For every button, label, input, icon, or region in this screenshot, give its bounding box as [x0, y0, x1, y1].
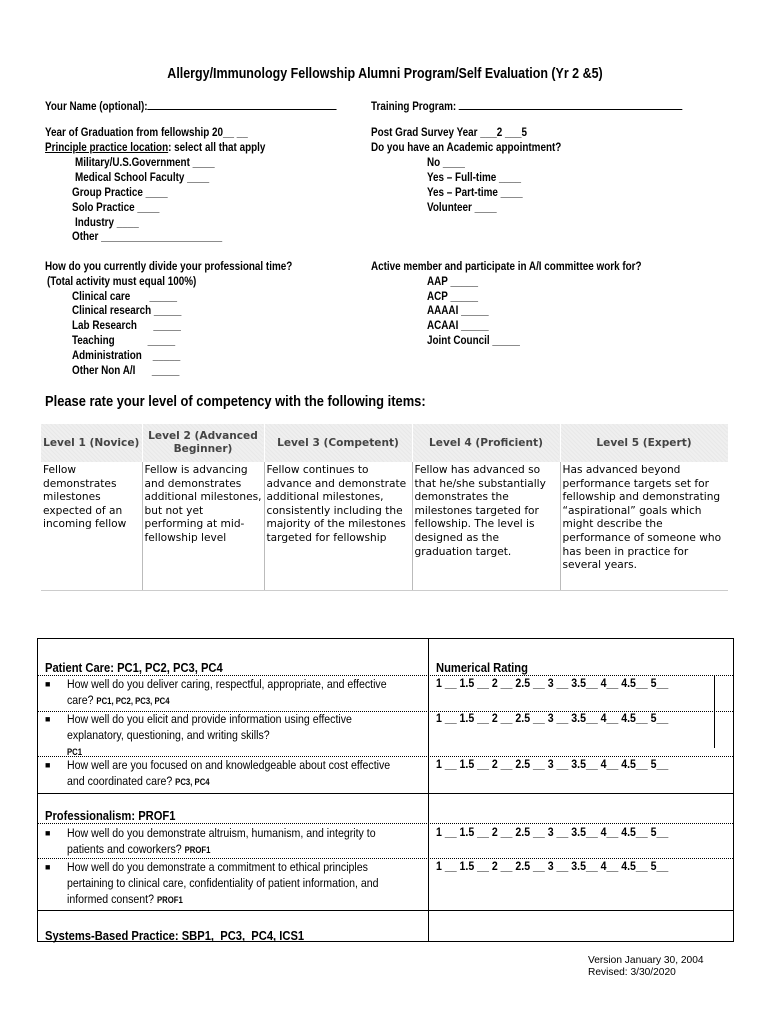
practice-heading-label: Principle practice location [45, 142, 169, 154]
footer-revised: Revised: 3/30/2020 [588, 967, 676, 978]
committee-question: Active member and participate in A/I committee work for? [371, 261, 642, 273]
prof-question-2-text: How well do you demonstrate a commitment to ethical principles pertaining to clinical care, confidentiality of patient information, and informed consent? [67, 860, 379, 906]
academic-fulltime[interactable]: Yes – Full-time ____ [427, 172, 522, 184]
grad-year[interactable]: Year of Graduation from fellowship 20__ __ [45, 127, 248, 139]
bullet-icon: ■ [45, 828, 51, 838]
committee-acaai[interactable]: ACAAI _____ [427, 320, 489, 332]
program-label: Training Program: [371, 101, 457, 113]
program-field[interactable] [371, 98, 683, 113]
levels-header-row [41, 424, 728, 462]
prof-question-2-code: PROF1 [156, 895, 183, 905]
pc-question-1-text: How well do you deliver caring, respectful, appropriate, and effective care? [67, 677, 387, 707]
bullet-icon: ■ [45, 862, 51, 872]
practice-heading [45, 142, 265, 154]
time-lab-research[interactable]: Lab Research _____ [72, 320, 181, 332]
pc-question-1-code: PC1, PC2, PC3, PC4 [96, 696, 170, 706]
academic-parttime[interactable]: Yes – Part-time ____ [427, 187, 523, 199]
practice-industry[interactable]: Industry ____ [75, 217, 139, 229]
time-note: (Total activity must equal 100%) [47, 276, 197, 288]
bullet-icon: ■ [45, 760, 51, 770]
level-5-header: Level 5 (Expert) [560, 424, 728, 462]
level-4-description: Fellow has advanced so that he/she substantially demonstrates the milestones targeted for fellowship. The level is designed as the graduation target. [412, 462, 560, 591]
name-field[interactable] [45, 98, 337, 113]
practice-faculty[interactable]: Medical School Faculty ____ [75, 172, 210, 184]
competency-levels-table [41, 424, 729, 591]
academic-no[interactable]: No ____ [427, 157, 465, 169]
systems-practice-title: Systems-Based Practice: SBP1, PC3, PC4, ICS1 [45, 928, 305, 943]
level-3-header: Level 3 (Competent) [264, 424, 412, 462]
level-3-description: Fellow continues to advance and demonstrate additional milestones, consistently including the majority of the milestones targeted for fellowship [264, 462, 412, 591]
prof-question-1-code: PROF1 [184, 845, 211, 855]
committee-aap[interactable]: AAP _____ [427, 276, 478, 288]
level-1-header: Level 1 (Novice) [41, 424, 142, 462]
survey-year[interactable]: Post Grad Survey Year ___2 ___5 [371, 127, 527, 139]
pc-question-3-code: PC3, PC4 [175, 777, 210, 787]
academic-question: Do you have an Academic appointment? [371, 142, 562, 154]
academic-volunteer[interactable]: Volunteer ____ [427, 202, 497, 214]
time-teaching[interactable]: Teaching _____ [72, 335, 176, 347]
pc-question-2-code: PC1 [67, 747, 83, 757]
practice-other[interactable]: Other ______________________ [72, 231, 223, 243]
bullet-icon: ■ [45, 679, 51, 689]
practice-solo[interactable]: Solo Practice ____ [72, 202, 160, 214]
level-5-description: Has advanced beyond performance targets set for fellowship and demonstrating “aspirational” goals which might describe the performance of someone who has been in practice for several years. [560, 462, 728, 591]
bullet-icon: ■ [45, 714, 51, 724]
professionalism-title: Professionalism: PROF1 [45, 808, 176, 823]
time-clinical-care[interactable]: Clinical care _____ [72, 291, 178, 303]
committee-aaaai[interactable]: AAAAI _____ [427, 305, 489, 317]
time-clinical-research[interactable]: Clinical research _____ [72, 305, 182, 317]
name-label: Your Name (optional): [45, 101, 148, 113]
prof-question-1-scale[interactable]: 1 __ 1.5 __ 2 __ 2.5 __ 3 __ 3.5__ 4__ 4.5__ 5__ [436, 825, 669, 839]
time-other[interactable]: Other Non A/I _____ [72, 365, 180, 377]
pc-question-3-text: How well are you focused on and knowledgeable about cost effective and coordinated care? [67, 758, 391, 788]
pc-question-2-text: How well do you elicit and provide information using effective explanatory, questioning, and writing skills? [67, 712, 352, 742]
committee-joint-council[interactable]: Joint Council _____ [427, 335, 520, 347]
rating-form [37, 638, 734, 942]
level-1-description: Fellow demonstrates milestones expected of an incoming fellow [41, 462, 142, 591]
practice-heading-suffix: : select all that apply [168, 142, 266, 154]
patient-care-title: Patient Care: PC1, PC2, PC3, PC4 [45, 660, 223, 675]
level-2-description: Fellow is advancing and demonstrates additional milestones, but not yet performing at mid- fellowship level [142, 462, 264, 591]
footer-version: Version January 30, 2004 [588, 955, 704, 966]
levels-description-row [41, 462, 728, 591]
time-question: How do you currently divide your professional time? [45, 261, 293, 273]
prof-question-2-scale[interactable]: 1 __ 1.5 __ 2 __ 2.5 __ 3 __ 3.5__ 4__ 4.5__ 5__ [436, 859, 669, 873]
practice-military[interactable]: Military/U.S.Government ____ [75, 157, 215, 169]
level-4-header: Level 4 (Proficient) [412, 424, 560, 462]
pc-question-3-scale[interactable]: 1 __ 1.5 __ 2 __ 2.5 __ 3 __ 3.5__ 4__ 4.5__ 5__ [436, 757, 669, 771]
practice-group[interactable]: Group Practice ____ [72, 187, 168, 199]
committee-acp[interactable]: ACP _____ [427, 291, 478, 303]
rate-heading: Please rate your level of competency with the following items: [45, 393, 426, 410]
level-2-header: Level 2 (Advanced Beginner) [142, 424, 264, 462]
pc-question-1-scale[interactable]: 1 __ 1.5 __ 2 __ 2.5 __ 3 __ 3.5__ 4__ 4.5__ 5__ [436, 676, 669, 690]
pc-question-2-scale[interactable]: 1 __ 1.5 __ 2 __ 2.5 __ 3 __ 3.5__ 4__ 4.5__ 5__ [436, 711, 669, 725]
prof-question-1-text: How well do you demonstrate altruism, humanism, and integrity to patients and coworkers? [67, 826, 376, 856]
numerical-rating-label: Numerical Rating [436, 660, 528, 675]
time-administration[interactable]: Administration _____ [72, 350, 181, 362]
footer [588, 955, 704, 979]
page-title: Allergy/Immunology Fellowship Alumni Program/Self Evaluation (Yr 2 &5) [167, 66, 603, 82]
